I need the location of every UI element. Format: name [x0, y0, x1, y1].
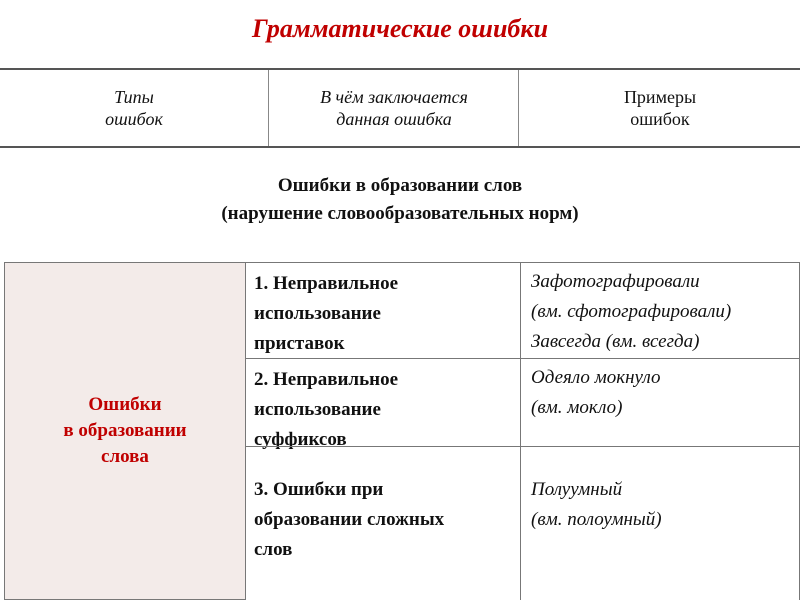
- slide-title: Грамматические ошибки: [251, 14, 549, 43]
- table-header: [0, 68, 800, 148]
- header-error-description: В чём заключается данная ошибка: [268, 70, 519, 146]
- table-row: [246, 262, 800, 358]
- error-examples-cell: Зафотографировали (вм. сфотографировали) Завсегда (вм. всегда): [520, 263, 800, 358]
- category-cell: Ошибки в образовании слова: [4, 262, 246, 600]
- error-examples-cell: Одеяло мокнуло (вм. мокло): [520, 359, 800, 446]
- table-row: [246, 358, 800, 450]
- error-type-cell: 1. Неправильное использование приставок: [254, 273, 399, 354]
- header-error-types: Типы ошибок: [105, 87, 163, 129]
- error-type-cell: 2. Неправильное использование суффиксов: [254, 369, 399, 450]
- error-examples-cell: Полуумный (вм. полоумный): [520, 447, 800, 600]
- errors-table: [4, 262, 800, 600]
- error-type-cell: 3. Ошибки при образовании сложных слов: [254, 479, 445, 560]
- table-row: [246, 446, 800, 600]
- section-title: Ошибки в образовании слов (нарушение словообразовательных норм): [221, 175, 579, 224]
- header-error-examples: Примеры ошибок: [518, 70, 800, 146]
